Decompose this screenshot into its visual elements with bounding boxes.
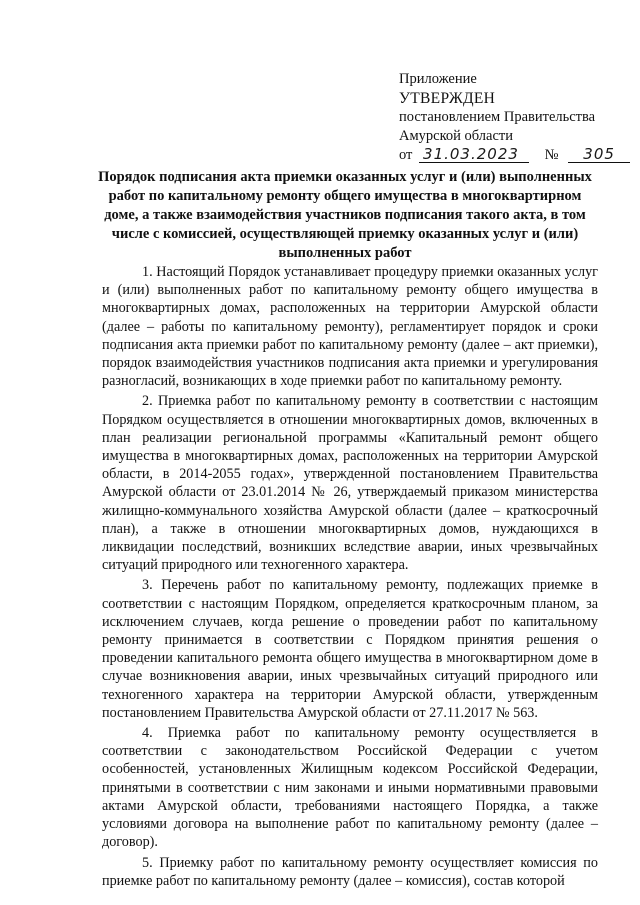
paragraph-3: 3. Перечень работ по капитальному ремонту, подлежащих приемке в соответствии с настоящим Порядком, определяется краткосрочным планом, за исключением случаев, когда решение о проведении работ по капитальному ремонту принимается в соответствии с Порядком принятия решения о проведении капитального ремонта общего имущества в многоквартирном доме в случае возникновения аварии, иных чрезвычайных ситуаций природного или техногенного характера на территории Амурской области, утвержденным постановлением Правительства Амурской области от 27.11.2017 № 563. <box>102 577 598 721</box>
title-line: доме, а также взаимодействия участников подписания такого акта, в том <box>104 207 586 223</box>
approval-stamp <box>399 70 619 165</box>
document-body <box>102 263 598 892</box>
appendix-label: Приложение <box>399 71 477 87</box>
title-line: Порядок подписания акта приемки оказанных услуг и (или) выполненных <box>98 169 592 185</box>
handwritten-number: 305 <box>568 146 630 163</box>
paragraph-4: 4. Приемка работ по капитальному ремонту осуществляется в соответствии с законодательством Российской Федерации с учетом особенностей, установленных Жилищным кодексом Российской Федерации, принятыми в соответствии с ним законами и иными нормативными правовыми актами Амурской области, требованиями настоящего Порядка, а также условиями договора на выполнение работ по капитальному ремонту (далее – договор). <box>102 725 598 851</box>
handwritten-date: 31.03.2023 <box>419 146 529 163</box>
number-label: № <box>544 147 559 163</box>
approved-by-label: постановлением Правительства <box>399 109 596 125</box>
title-line: работ по капитальному ремонту общего имущества в многоквартирном <box>108 188 582 204</box>
paragraph-5: 5. Приемку работ по капитальному ремонту осуществляет комиссия по приемке работ по капитальному ремонту (далее – комиссия), состав которой <box>102 854 598 889</box>
paragraph-1: 1. Настоящий Порядок устанавливает процедуру приемки оказанных услуг и (или) выполненных работ по капитальному ремонту общего имущества в многоквартирных домах, расположенных на территории Амурской области (далее – работы по капитальному ремонту), регламентирует порядок и сроки подписания акта приемки работ по капитальному ремонту (далее – акт приемки), порядок взаимодействия участников подписания акта приемки и урегулирования разногласий, возникающих в ходе приемки работ по капитальному ремонту. <box>102 264 598 390</box>
date-label: от <box>399 147 413 163</box>
document-title <box>95 168 595 263</box>
title-line: числе с комиссией, осуществляющей приемку оказанных услуг и (или) <box>111 226 579 242</box>
date-number-row <box>399 146 619 165</box>
approved-label: УТВЕРЖДЕН <box>399 90 496 107</box>
title-line: выполненных работ <box>278 245 412 261</box>
region-label: Амурской области <box>399 128 513 144</box>
paragraph-2: 2. Приемка работ по капитальному ремонту в соответствии с настоящим Порядком осуществляется в отношении многоквартирных домов, включенных в план реализации региональной программы «Капитальный ремонт общего имущества в многоквартирных домах, расположенных на территории Амурской области, в 2014-2055 годах», утвержденной постановлением Правительства Амурской области от 23.01.2014 № 26, утверждаемый приказом министерства жилищно-коммунального хозяйства Амурской области (далее – краткосрочный план), а также в отношении многоквартирных домов, нуждающихся в ликвидации последствий, возникших вследствие аварии, иных чрезвычайных ситуаций природного или техногенного характера. <box>102 393 598 574</box>
